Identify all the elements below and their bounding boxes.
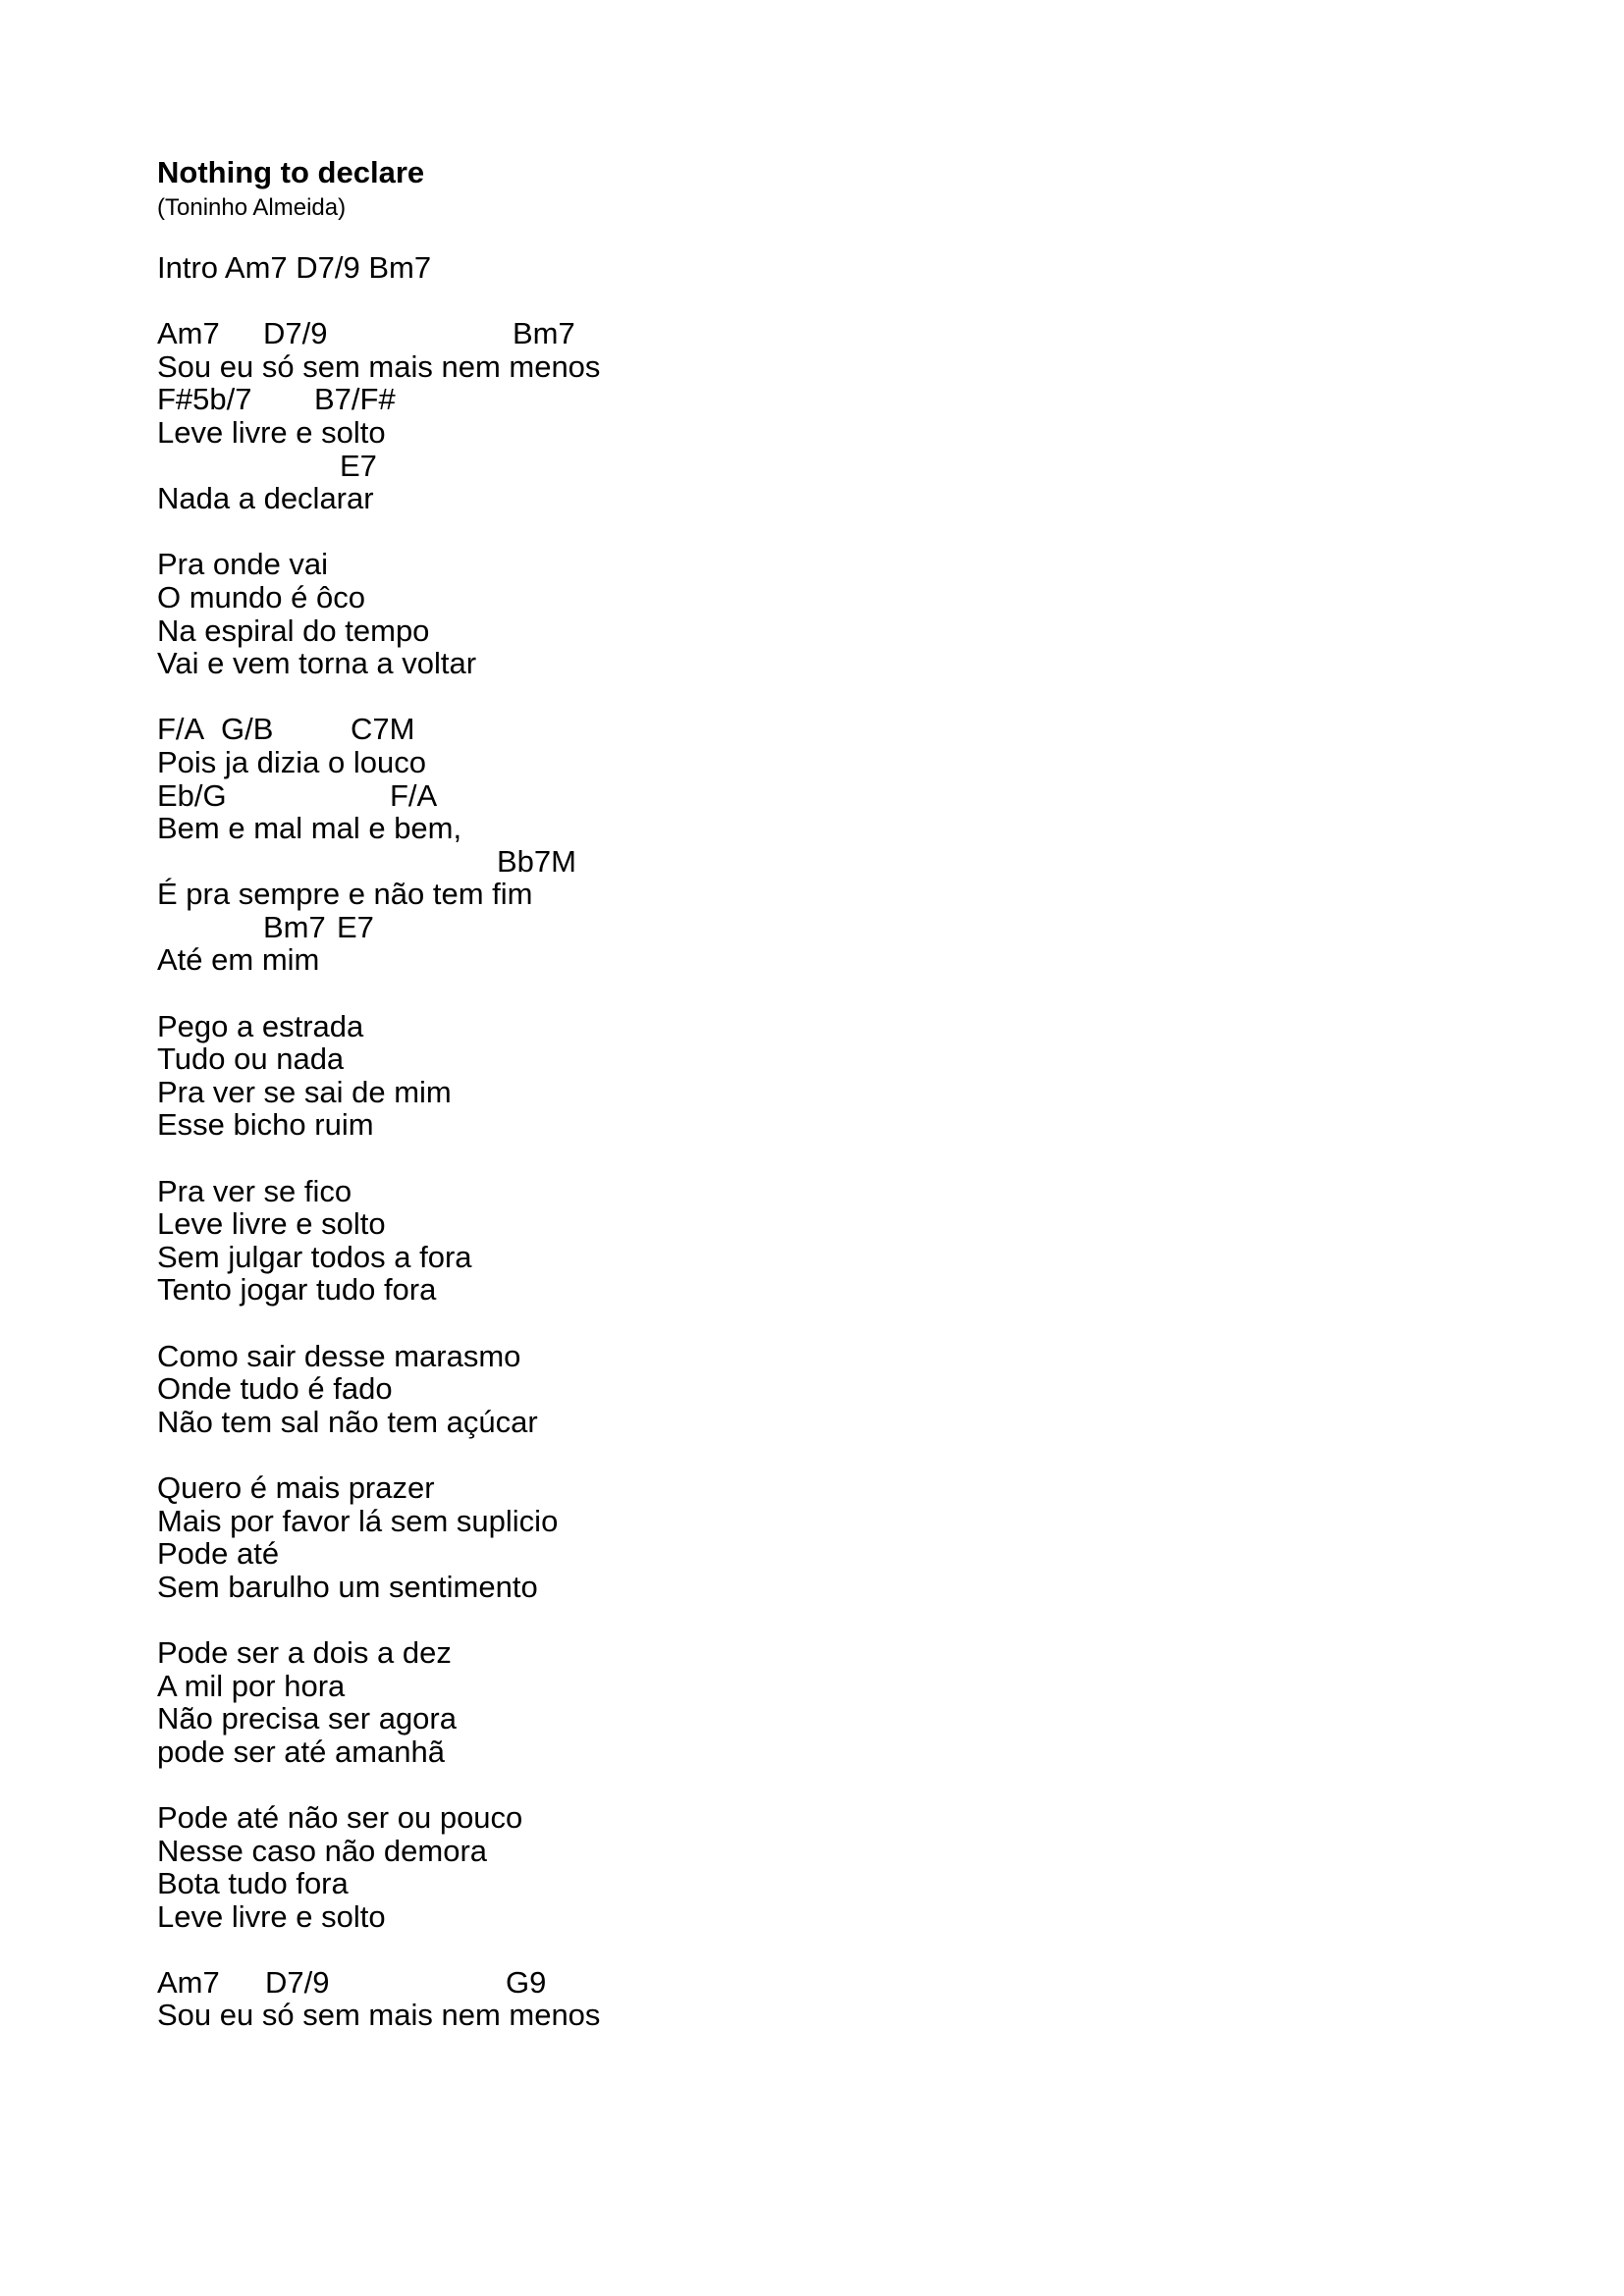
lyric-line: Pra ver se sai de mim [157, 1074, 452, 1109]
chord: Am7 [157, 316, 220, 351]
lyric-line: Pode ser a dois a dez [157, 1634, 452, 1670]
lyric-line: Pra ver se fico [157, 1173, 352, 1208]
lyric-line: Até em mim [157, 942, 320, 978]
blank-line [157, 1933, 600, 1966]
chord: Eb/G [157, 777, 227, 813]
blank-line [157, 1142, 600, 1175]
chord-line [157, 845, 600, 879]
lyric-line: Pra onde vai [157, 547, 329, 582]
chord-line [157, 911, 600, 944]
chord: D7/9 [263, 316, 328, 351]
chord: D7/9 [265, 1964, 330, 2000]
chord-line [157, 1966, 600, 2000]
lyric-line: Quero é mais prazer [157, 1469, 435, 1505]
lyric-line: Tudo ou nada [157, 1041, 345, 1077]
lyric-line: A mil por hora [157, 1668, 346, 1703]
chord: C7M [351, 712, 415, 747]
lyric-line: Bota tudo fora [157, 1866, 349, 1901]
blank-line [157, 285, 600, 318]
lyric-line: Tento jogar tudo fora [157, 1272, 437, 1308]
lyric-line: Esse bicho ruim [157, 1107, 374, 1143]
lyric-line: Vai e vem torna a voltar [157, 646, 477, 681]
blank-line [157, 1438, 600, 1471]
lyric-line: Na espiral do tempo [157, 613, 430, 648]
chord: B7/F# [314, 382, 396, 417]
blank-line [157, 515, 600, 549]
lyric-line: Intro Am7 D7/9 Bm7 [157, 250, 432, 285]
blank-line [157, 977, 600, 1010]
lyric-line: Como sair desse marasmo [157, 1338, 521, 1373]
song-author: (Toninho Almeida) [157, 194, 347, 221]
lyric-line: Não precisa ser agora [157, 1701, 457, 1736]
lyric-line: Sem julgar todos a fora [157, 1239, 472, 1274]
chord: F#5b/7 [157, 382, 252, 417]
chord: F/A [390, 777, 438, 813]
lyric-line: Sem barulho um sentimento [157, 1569, 538, 1604]
lyric-line: Pois ja dizia o louco [157, 744, 426, 779]
lyric-line: Não tem sal não tem açúcar [157, 1404, 538, 1439]
chord: Bm7 [263, 909, 326, 944]
lyric-line: Sou eu só sem mais nem menos [157, 348, 601, 384]
chord: F/A [157, 712, 205, 747]
lyric-line: Leve livre e solto [157, 1206, 386, 1242]
blank-line [157, 1603, 600, 1636]
lyric-line: Onde tudo é fado [157, 1371, 393, 1407]
chord: E7 [340, 448, 377, 483]
lyric-line: Pego a estrada [157, 1008, 364, 1043]
chord-line [157, 317, 600, 350]
blank-line [157, 1307, 600, 1340]
chord: E7 [337, 909, 374, 944]
lyric-line: Bem e mal mal e bem, [157, 811, 462, 846]
lyric-line: O mundo é ôco [157, 579, 365, 614]
chord-line [157, 713, 600, 746]
chord-line [157, 450, 600, 483]
chord: G/B [221, 712, 274, 747]
chord: Am7 [157, 1964, 220, 2000]
lyric-line: Mais por favor lá sem suplicio [157, 1503, 559, 1538]
lyric-line: Nada a declarar [157, 481, 374, 516]
blank-line [157, 1768, 600, 1801]
lyric-line: Sou eu só sem mais nem menos [157, 1998, 601, 2033]
lyric-line: É pra sempre e não tem fim [157, 877, 533, 912]
lyric-line: pode ser até amanhã [157, 1734, 445, 1769]
song-body [157, 251, 600, 2032]
lyric-line: Pode até não ser ou pouco [157, 1799, 523, 1835]
lyric-line: Leve livre e solto [157, 414, 386, 450]
chord: Bb7M [497, 843, 576, 879]
blank-line [157, 680, 600, 714]
lyric-line: Pode até [157, 1536, 280, 1572]
song-title: Nothing to declare [157, 155, 425, 189]
chord: G9 [506, 1964, 547, 2000]
chord-line [157, 383, 600, 416]
lyric-line: Leve livre e solto [157, 1898, 386, 1934]
lyric-line: Nesse caso não demora [157, 1833, 488, 1868]
chord: Bm7 [513, 316, 575, 351]
chord-line [157, 779, 600, 813]
